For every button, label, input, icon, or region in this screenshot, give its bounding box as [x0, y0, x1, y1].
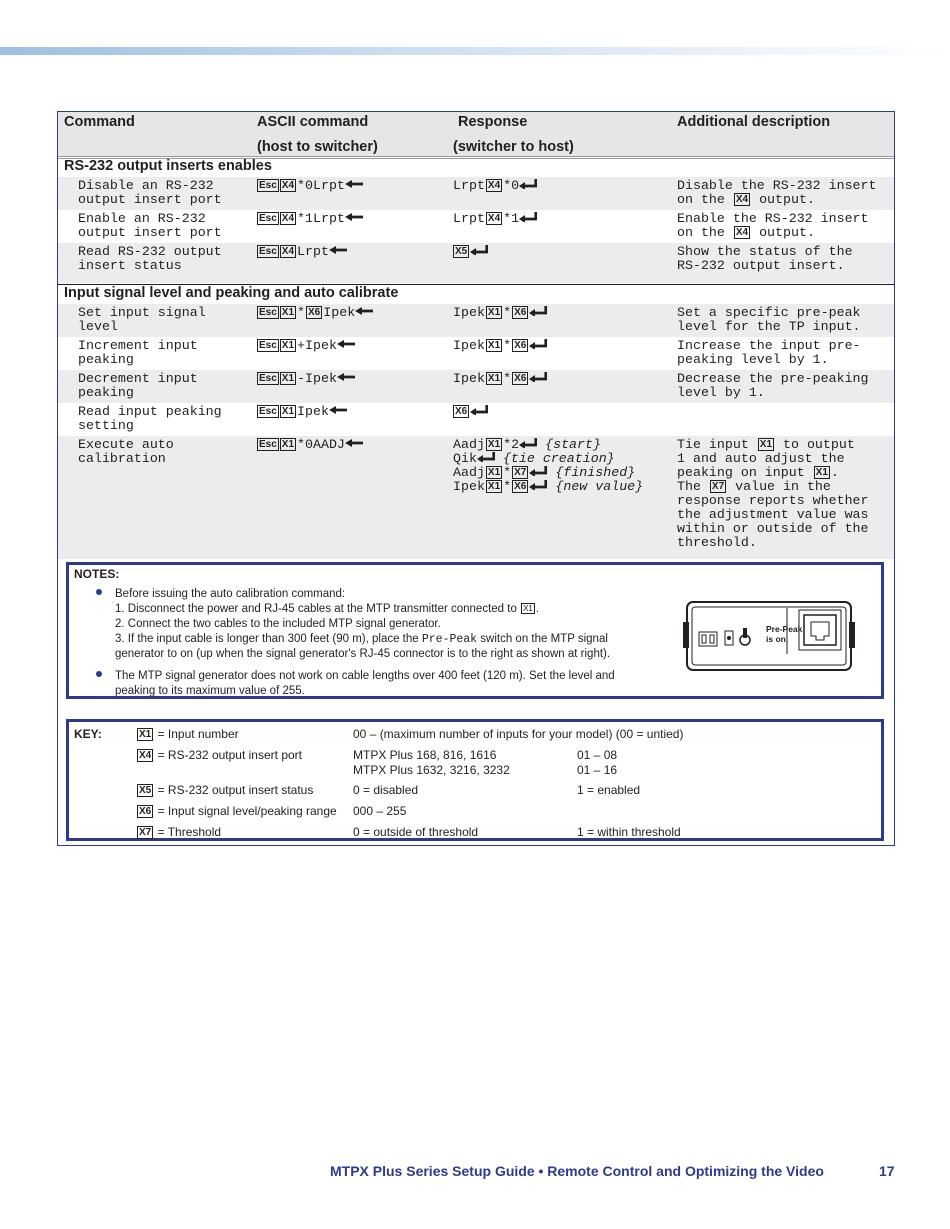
- notes-bullet-2-cont: peaking to its maximum value of 255.: [115, 685, 305, 697]
- resp-text: *0: [503, 178, 520, 193]
- cell-command: Execute auto calibration: [78, 437, 174, 466]
- var-x6: X6: [455, 406, 468, 417]
- table-row: [58, 177, 894, 210]
- return-arrow-icon: [519, 212, 537, 222]
- resp-text: Ipek: [453, 371, 485, 386]
- resp-text: Ipek: [453, 479, 485, 494]
- cell-description: Decrease the pre-peaking level by 1.: [677, 371, 869, 400]
- key-x6-value: 000 – 255: [353, 804, 407, 818]
- var-x6: X6: [514, 307, 527, 318]
- return-arrow-icon: [477, 452, 495, 462]
- var-x5: X5: [455, 246, 468, 257]
- esc-key-icon: Esc: [259, 213, 277, 224]
- esc-key-icon: Esc: [259, 340, 277, 351]
- step-text: .: [535, 603, 540, 615]
- left-arrow-icon: [337, 373, 355, 381]
- cell-ascii: [257, 372, 355, 386]
- key-x4: [137, 748, 302, 762]
- key-x6: [137, 804, 337, 818]
- var-x1: X1: [487, 467, 501, 478]
- desc-text: response reports whether the adjustment value was within or outside of the threshold.: [677, 493, 869, 550]
- cell-response: [453, 405, 488, 419]
- bullet-icon: [96, 589, 102, 595]
- cell-response: Aadj X1 *2 {start} Qik {tie creation} Aadj X1 * X7 {finished} Ipek X1 * X6 {new value}: [453, 437, 644, 494]
- notes-intro: Before issuing the auto calibration command:: [115, 588, 346, 600]
- figure-label: Pre-Peak is on.: [766, 624, 803, 644]
- table-row: [58, 403, 894, 436]
- var-x7: X7: [711, 481, 725, 492]
- table-row: [58, 370, 894, 403]
- header-command: Command: [64, 114, 135, 130]
- resp-annotation: {start}: [545, 437, 601, 452]
- cell-ascii: [257, 212, 363, 226]
- ascii-text: *0AADJ: [297, 437, 345, 452]
- left-arrow-icon: [355, 307, 373, 315]
- desc-text: output.: [751, 192, 815, 207]
- resp-text: Aadj: [453, 465, 485, 480]
- cell-response: [453, 245, 488, 259]
- left-arrow-icon: [345, 213, 363, 221]
- key-x5-value-2: 1 = enabled: [577, 783, 641, 797]
- table-row: [58, 436, 894, 559]
- ascii-text: -Ipek: [297, 371, 337, 386]
- page-number: 17: [879, 1163, 895, 1179]
- key-x4-range-1: 01 – 08: [577, 748, 618, 762]
- return-arrow-icon: [529, 306, 547, 316]
- var-x6: X6: [514, 481, 527, 492]
- resp-text: Ipek: [453, 338, 485, 353]
- cell-ascii: [257, 438, 363, 452]
- key-x5-value-1: 0 = disabled: [353, 783, 419, 797]
- desc-text: 1 and auto adjust the: [677, 451, 845, 466]
- var-x4: X4: [487, 180, 501, 191]
- var-x6: X6: [308, 307, 321, 318]
- cell-ascii: [257, 405, 347, 419]
- cell-description: [677, 212, 869, 240]
- table-row: [58, 210, 894, 243]
- return-arrow-icon: [470, 245, 488, 255]
- step-text: 3. If the input cable is longer than 300 feet (90 m), place the: [115, 633, 422, 645]
- return-arrow-icon: [529, 339, 547, 349]
- left-arrow-icon: [345, 180, 363, 188]
- cell-ascii: [257, 179, 363, 193]
- section-title-input: Input signal level and peaking and auto calibrate: [64, 285, 399, 301]
- var-x5: X5: [139, 785, 152, 796]
- ascii-text: Ipek: [323, 305, 356, 320]
- table-row: [58, 243, 894, 283]
- cell-description: Show the status of the RS-232 output insert.: [677, 244, 853, 273]
- var-x1: X1: [815, 467, 828, 478]
- resp-text: Lrpt: [453, 178, 485, 193]
- bullet-icon: [96, 671, 102, 677]
- cell-command: Set input signal level: [78, 305, 206, 334]
- step-text: 1. Disconnect the power and RJ-45 cables at the MTP transmitter connected to: [115, 603, 521, 615]
- notes-step-1: [115, 602, 539, 617]
- notes-step-2: 2. Connect the two cables to the included MTP signal generator.: [115, 618, 441, 630]
- esc-key-icon: Esc: [259, 180, 277, 191]
- desc-text: Enable the RS-232 insert on the: [677, 211, 869, 240]
- desc-text: Tie input: [677, 437, 757, 452]
- left-arrow-icon: [345, 439, 363, 447]
- header-ascii-sub: (host to switcher): [257, 139, 378, 155]
- key-label: = RS-232 output insert status: [157, 783, 314, 797]
- var-x1: X1: [487, 373, 501, 384]
- var-x4: X4: [139, 750, 152, 761]
- section-title-rs232: RS-232 output inserts enables: [64, 158, 272, 174]
- footer-title: MTPX Plus Series Setup Guide • Remote Control and Optimizing the Video: [330, 1163, 824, 1179]
- var-x1: X1: [523, 604, 533, 613]
- esc-key-icon: Esc: [259, 246, 277, 257]
- var-x6: X6: [514, 373, 527, 384]
- var-x1: X1: [487, 307, 501, 318]
- left-arrow-icon: [337, 340, 355, 348]
- notes-box: [66, 562, 884, 699]
- var-x1: X1: [487, 481, 501, 492]
- ascii-text: *1Lrpt: [297, 211, 345, 226]
- cell-command: Enable an RS-232 output insert port: [78, 211, 222, 240]
- left-arrow-icon: [329, 246, 347, 254]
- var-x1: X1: [281, 307, 295, 318]
- var-x4: X4: [281, 246, 295, 257]
- key-x5: [137, 783, 313, 797]
- resp-annotation: {tie creation}: [502, 451, 615, 466]
- return-arrow-icon: [529, 466, 547, 476]
- return-arrow-icon: [519, 438, 537, 448]
- return-arrow-icon: [519, 179, 537, 189]
- var-x1: X1: [487, 340, 501, 351]
- top-gradient-bar: [0, 47, 950, 55]
- var-x1: X1: [281, 406, 295, 417]
- cell-description: [677, 179, 877, 207]
- var-x1: X1: [487, 439, 501, 450]
- table-row: [58, 337, 894, 370]
- var-x4: X4: [281, 180, 295, 191]
- cell-response: [453, 179, 537, 193]
- desc-text: value in the: [727, 479, 831, 494]
- left-arrow-icon: [329, 406, 347, 414]
- resp-text: *2: [503, 437, 520, 452]
- var-x1: X1: [759, 439, 773, 450]
- key-x7-value-1: 0 = outside of threshold: [353, 825, 479, 839]
- key-x4-value-2: MTPX Plus 1632, 3216, 3232: [353, 763, 510, 777]
- esc-key-icon: Esc: [259, 307, 277, 318]
- resp-text: Ipek: [453, 305, 485, 320]
- var-x4: X4: [487, 213, 501, 224]
- esc-key-icon: Esc: [259, 439, 277, 450]
- header-ascii: ASCII command: [257, 114, 369, 130]
- resp-text: Lrpt: [453, 211, 485, 226]
- key-x1-value: 00 – (maximum number of inputs for your model) (00 = untied): [353, 727, 684, 741]
- ascii-text: *0Lrpt: [297, 178, 345, 193]
- ascii-text: Lrpt: [297, 244, 329, 259]
- var-x4: X4: [281, 213, 295, 224]
- notes-title: NOTES:: [74, 567, 120, 581]
- var-x1: X1: [281, 439, 295, 450]
- return-arrow-icon: [529, 372, 547, 382]
- desc-text: Disable the RS-232 insert on the: [677, 178, 877, 207]
- header-response-sub: (switcher to host): [453, 139, 574, 155]
- command-table: [57, 111, 895, 846]
- cell-ascii: Esc X1 * X6 Ipek: [257, 306, 373, 320]
- table-header: [58, 112, 894, 156]
- key-box: [66, 719, 884, 841]
- cell-description: [677, 438, 869, 550]
- header-response: Response: [458, 114, 528, 130]
- key-label: = Input number: [157, 727, 239, 741]
- desc-text: peaking on input: [677, 465, 813, 480]
- return-arrow-icon: [529, 480, 547, 490]
- var-x7: X7: [514, 467, 527, 478]
- ascii-text: +Ipek: [297, 338, 337, 353]
- cell-command: Read input peaking setting: [78, 404, 222, 433]
- var-x4: X4: [735, 194, 749, 205]
- cell-command: Decrement input peaking: [78, 371, 198, 400]
- cell-response: Ipek X1 * X6: [453, 339, 547, 353]
- cell-command: Disable an RS-232 output insert port: [78, 178, 222, 207]
- key-label: = Threshold: [157, 825, 222, 839]
- key-label: = RS-232 output insert port: [157, 748, 302, 762]
- notes-bullet-2: The MTP signal generator does not work on cable lengths over 400 feet (120 m). Set the level and: [115, 670, 615, 682]
- table-row: [58, 304, 894, 337]
- key-x4-range-2: 01 – 16: [577, 763, 618, 777]
- cell-description: Set a specific pre-peak level for the TP input.: [677, 305, 861, 334]
- notes-step-3-cont: generator to on (up when the signal generator's RJ-45 connector is to the right as shown at right).: [115, 648, 611, 660]
- var-x6: X6: [139, 806, 152, 817]
- cell-ascii: [257, 245, 347, 259]
- resp-text: *1: [503, 211, 520, 226]
- header-additional: Additional description: [677, 114, 831, 130]
- var-x4: X4: [735, 227, 749, 238]
- resp-annotation: {finished}: [555, 465, 636, 480]
- var-x1: X1: [139, 729, 152, 740]
- desc-text: to output: [775, 437, 855, 452]
- var-x1: X1: [281, 373, 295, 384]
- cell-ascii: [257, 339, 355, 353]
- cell-response: Ipek X1 * X6: [453, 306, 547, 320]
- resp-text: Aadj: [453, 437, 485, 452]
- key-label: = Input signal level/peaking range: [157, 804, 337, 818]
- step-code: Pre-Peak: [421, 633, 478, 646]
- desc-text: .: [830, 465, 839, 480]
- key-x7-value-2: 1 = within threshold: [577, 825, 681, 839]
- key-x1: [137, 727, 239, 741]
- desc-text: output.: [751, 225, 815, 240]
- key-x4-value-1: MTPX Plus 168, 816, 1616: [353, 748, 497, 762]
- desc-text: The: [677, 479, 709, 494]
- cell-command: Increment input peaking: [78, 338, 198, 367]
- key-title: KEY:: [74, 727, 102, 741]
- var-x6: X6: [514, 340, 527, 351]
- cell-response: Ipek X1 * X6: [453, 372, 547, 386]
- var-x1: X1: [281, 340, 295, 351]
- ascii-text: Ipek: [297, 404, 329, 419]
- esc-key-icon: Esc: [259, 406, 277, 417]
- cell-response: [453, 212, 537, 226]
- step-text: switch on the MTP signal: [477, 633, 608, 645]
- var-x7: X7: [139, 827, 152, 838]
- resp-text: Qik: [453, 451, 477, 466]
- resp-annotation: {new value}: [555, 479, 644, 494]
- cell-description: Increase the input pre- peaking level by 1.: [677, 338, 861, 367]
- esc-key-icon: Esc: [259, 373, 277, 384]
- return-arrow-icon: [470, 405, 488, 415]
- notes-step-3: [115, 632, 608, 647]
- cell-command: Read RS-232 output insert status: [78, 244, 222, 273]
- key-x7: [137, 825, 221, 839]
